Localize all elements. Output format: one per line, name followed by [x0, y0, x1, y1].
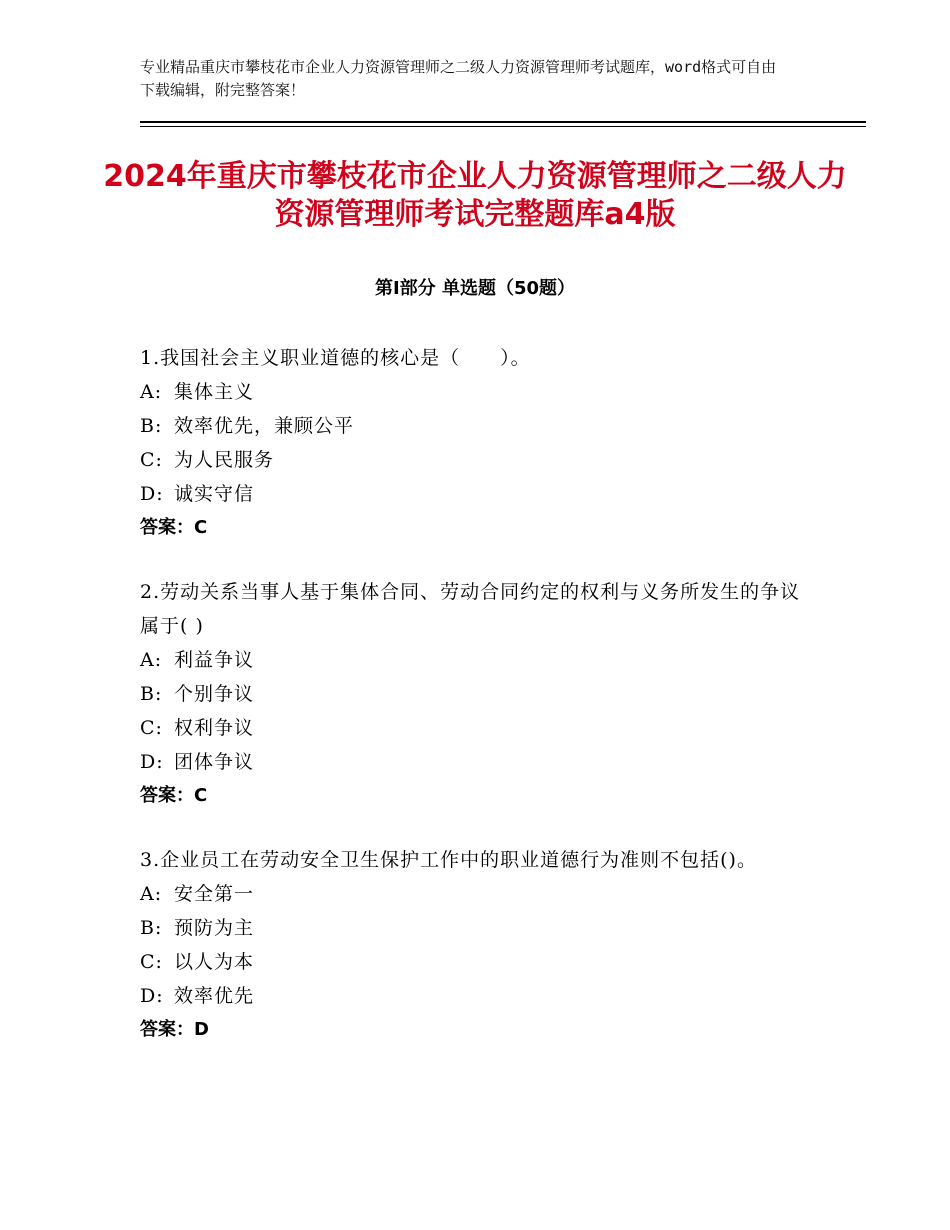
answer-label: 答案：	[140, 785, 194, 806]
option-c	[140, 711, 820, 745]
option-d	[140, 477, 820, 511]
answer-value: C	[194, 517, 208, 538]
option-c	[140, 945, 820, 979]
option-text: 预防为主	[174, 917, 255, 939]
option-text: 效率优先	[174, 985, 255, 1007]
section-title: 第Ⅰ部分 单选题（50题）	[374, 278, 575, 299]
answer-line	[140, 1013, 820, 1047]
answer-value: D	[194, 1019, 209, 1040]
option-d	[140, 979, 820, 1013]
option-text: 为人民服务	[174, 449, 275, 471]
option-text: 诚实守信	[174, 483, 255, 505]
option-b	[140, 409, 820, 443]
answer-label: 答案：	[140, 517, 194, 538]
option-key: C:	[140, 717, 163, 739]
question-stem: 2.劳动关系当事人基于集体合同、劳动合同约定的权利与义务所发生的争议属于( )	[140, 581, 801, 637]
question-list	[140, 341, 820, 1077]
question-item	[140, 575, 820, 813]
option-text: 效率优先，兼顾公平	[174, 415, 355, 437]
answer-line	[140, 779, 820, 813]
option-text: 安全第一	[174, 883, 255, 905]
option-b	[140, 911, 820, 945]
option-key: A:	[140, 381, 163, 403]
answer-line	[140, 511, 820, 545]
option-text: 利益争议	[174, 649, 255, 671]
option-key: D:	[140, 751, 164, 773]
option-a	[140, 877, 820, 911]
option-key: C:	[140, 449, 163, 471]
question-stem: 3.企业员工在劳动安全卫生保护工作中的职业道德行为准则不包括()。	[140, 849, 757, 871]
option-b	[140, 677, 820, 711]
option-key: A:	[140, 649, 163, 671]
option-text: 以人为本	[174, 951, 255, 973]
question-item	[140, 843, 820, 1047]
option-key: C:	[140, 951, 163, 973]
header-rule-thick	[140, 121, 866, 123]
question-stem: 1.我国社会主义职业道德的核心是（ ）。	[140, 347, 531, 369]
option-key: A:	[140, 883, 163, 905]
option-key: B:	[140, 917, 163, 939]
header-note: 专业精品重庆市攀枝花市企业人力资源管理师之二级人力资源管理师考试题库，word格式可自由下载编辑，附完整答案！	[140, 58, 777, 99]
option-key: D:	[140, 483, 164, 505]
header-rule-thin	[140, 126, 866, 127]
option-c	[140, 443, 820, 477]
option-key: D:	[140, 985, 164, 1007]
option-text: 个别争议	[174, 683, 255, 705]
option-key: B:	[140, 683, 163, 705]
option-d	[140, 745, 820, 779]
option-key: B:	[140, 415, 163, 437]
option-a	[140, 375, 820, 409]
answer-value: C	[194, 785, 208, 806]
answer-label: 答案：	[140, 1019, 194, 1040]
question-item	[140, 341, 820, 545]
option-text: 团体争议	[174, 751, 255, 773]
option-a	[140, 643, 820, 677]
option-text: 权利争议	[174, 717, 255, 739]
option-text: 集体主义	[174, 381, 255, 403]
document-title: 2024年重庆市攀枝花市企业人力资源管理师之二级人力资源管理师考试完整题库a4版	[103, 159, 847, 232]
